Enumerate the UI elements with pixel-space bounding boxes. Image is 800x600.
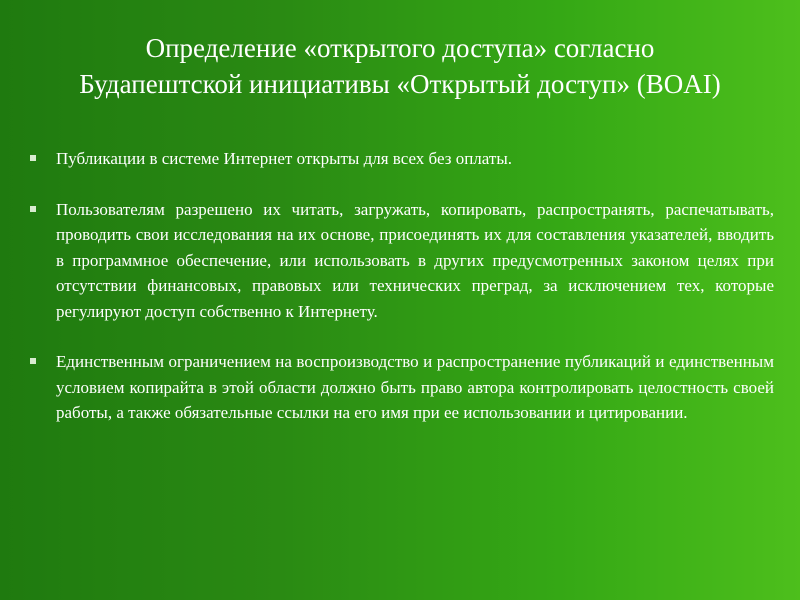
bullet-item-copyright-condition [28, 349, 774, 426]
bullet-item-free-access [28, 146, 774, 172]
bullet-list [28, 146, 774, 426]
slide-title-line-1: Определение «открытого доступа» согласно [145, 33, 655, 63]
square-bullet-icon [30, 358, 36, 364]
bullet-text: Пользователям разрешено их читать, загружать, копировать, распространять, распечатывать, проводить свои исследования на их основе, присоединять их для составления указателей, вводить в программное обеспечение, или использовать в других предусмотренных законом целях при отсутствии финансовых, правовых или технических преград, за исключением тех, которые регулируют доступ собственно к Интернету. [56, 199, 774, 321]
square-bullet-icon [30, 206, 36, 212]
square-bullet-icon [30, 155, 36, 161]
bullet-text: Публикации в системе Интернет открыты для всех без оплаты. [56, 149, 512, 168]
slide-title-line-2: Будапештской инициативы «Открытый доступ» (BOAI) [79, 69, 721, 99]
bullet-item-user-rights [28, 197, 774, 325]
bullet-text: Единственным ограничением на воспроизводство и распространение публикаций и единственным условием копирайта в этой области должно быть право автора контролировать целостность своей работы, а также обязательные ссылки на его имя при ее использовании и цитировании. [56, 352, 774, 422]
slide-title [40, 30, 760, 102]
